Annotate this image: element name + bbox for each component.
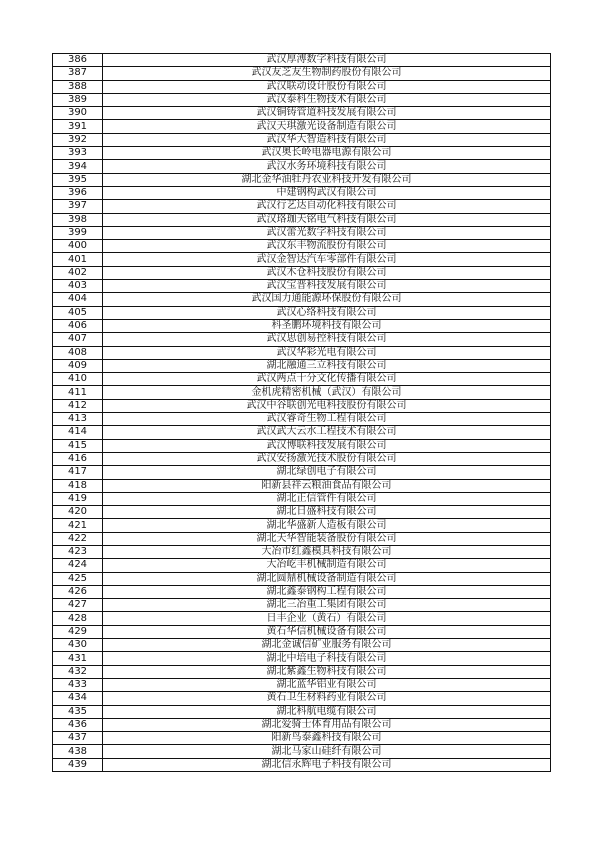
company-list-body <box>53 54 551 772</box>
table-row <box>53 439 551 452</box>
table-row <box>53 293 551 306</box>
row-number-cell: 400 <box>53 240 103 253</box>
company-name-cell: 湖北科航电缆有限公司 <box>103 705 551 718</box>
table-row <box>53 253 551 266</box>
row-number-cell: 428 <box>53 612 103 625</box>
table-row <box>53 559 551 572</box>
table-row <box>53 612 551 625</box>
row-number-cell: 409 <box>53 359 103 372</box>
row-number-cell: 417 <box>53 466 103 479</box>
table-row <box>53 745 551 758</box>
table-row <box>53 280 551 293</box>
table-row <box>53 652 551 665</box>
company-name-cell: 黄石卫生材料药业有限公司 <box>103 692 551 705</box>
row-number-cell: 416 <box>53 452 103 465</box>
table-row <box>53 373 551 386</box>
row-number-cell: 423 <box>53 545 103 558</box>
row-number-cell: 436 <box>53 718 103 731</box>
table-row <box>53 226 551 239</box>
company-name-cell: 湖北爱骑士体育用品有限公司 <box>103 718 551 731</box>
table-row <box>53 200 551 213</box>
company-name-cell: 湖北信永辉电子科技有限公司 <box>103 758 551 771</box>
row-number-cell: 403 <box>53 280 103 293</box>
table-row <box>53 718 551 731</box>
table-row <box>53 639 551 652</box>
company-name-cell: 武汉友芝友生物制药股份有限公司 <box>103 67 551 80</box>
company-name-cell: 武汉泰科生物技术有限公司 <box>103 93 551 106</box>
row-number-cell: 430 <box>53 639 103 652</box>
row-number-cell: 410 <box>53 373 103 386</box>
company-name-cell: 湖北马家山硅纤有限公司 <box>103 745 551 758</box>
row-number-cell: 431 <box>53 652 103 665</box>
company-name-cell: 武汉铜铸管道科技发展有限公司 <box>103 107 551 120</box>
company-name-cell: 湖北正信管件有限公司 <box>103 492 551 505</box>
row-number-cell: 411 <box>53 386 103 399</box>
company-name-cell: 日丰企业（黄石）有限公司 <box>103 612 551 625</box>
row-number-cell: 387 <box>53 67 103 80</box>
company-name-cell: 大冶屹丰机械制造有限公司 <box>103 559 551 572</box>
row-number-cell: 420 <box>53 506 103 519</box>
row-number-cell: 415 <box>53 439 103 452</box>
row-number-cell: 397 <box>53 200 103 213</box>
table-row <box>53 413 551 426</box>
company-name-cell: 武汉行艺达自动化科技有限公司 <box>103 200 551 213</box>
company-name-cell: 阳新鸟泰鑫科技有限公司 <box>103 732 551 745</box>
company-name-cell: 武汉睿奇生物工程有限公司 <box>103 413 551 426</box>
company-name-cell: 大冶市红鑫模具科技有限公司 <box>103 545 551 558</box>
company-name-cell: 湖北圆鼎机械设备制造有限公司 <box>103 572 551 585</box>
table-row <box>53 452 551 465</box>
table-row <box>53 93 551 106</box>
row-number-cell: 386 <box>53 54 103 67</box>
table-row <box>53 705 551 718</box>
row-number-cell: 404 <box>53 293 103 306</box>
row-number-cell: 432 <box>53 665 103 678</box>
table-row <box>53 492 551 505</box>
company-name-cell: 科圣鹏环境科技有限公司 <box>103 319 551 332</box>
company-name-cell: 武汉金智达汽车零部件有限公司 <box>103 253 551 266</box>
table-row <box>53 665 551 678</box>
table-row <box>53 678 551 691</box>
row-number-cell: 392 <box>53 133 103 146</box>
table-row <box>53 585 551 598</box>
table-row <box>53 426 551 439</box>
row-number-cell: 422 <box>53 532 103 545</box>
row-number-cell: 429 <box>53 625 103 638</box>
company-name-cell: 中建钢构武汉有限公司 <box>103 186 551 199</box>
company-name-cell: 金机虎精密机械（武汉）有限公司 <box>103 386 551 399</box>
company-name-cell: 武汉安扬激光技术股份有限公司 <box>103 452 551 465</box>
table-row <box>53 519 551 532</box>
row-number-cell: 389 <box>53 93 103 106</box>
row-number-cell: 408 <box>53 346 103 359</box>
table-row <box>53 306 551 319</box>
table-row <box>53 506 551 519</box>
row-number-cell: 426 <box>53 585 103 598</box>
company-name-cell: 湖北融通三立科技有限公司 <box>103 359 551 372</box>
table-row <box>53 386 551 399</box>
company-name-cell: 武汉厚溥数字科技有限公司 <box>103 54 551 67</box>
row-number-cell: 406 <box>53 319 103 332</box>
row-number-cell: 413 <box>53 413 103 426</box>
table-row <box>53 466 551 479</box>
company-name-cell: 湖北日盛科技有限公司 <box>103 506 551 519</box>
row-number-cell: 419 <box>53 492 103 505</box>
table-row <box>53 120 551 133</box>
company-name-cell: 阳新县祥云粮油食品有限公司 <box>103 479 551 492</box>
company-name-cell: 武汉宝普科技发展有限公司 <box>103 280 551 293</box>
company-name-cell: 武汉珞珈天铭电气科技有限公司 <box>103 213 551 226</box>
row-number-cell: 418 <box>53 479 103 492</box>
row-number-cell: 399 <box>53 226 103 239</box>
company-name-cell: 武汉中谷联创光电科技股份有限公司 <box>103 399 551 412</box>
company-name-cell: 湖北三冶重工集团有限公司 <box>103 599 551 612</box>
company-name-cell: 武汉武大云水工程技术有限公司 <box>103 426 551 439</box>
company-name-cell: 武汉蕾光数字科技有限公司 <box>103 226 551 239</box>
row-number-cell: 425 <box>53 572 103 585</box>
table-row <box>53 133 551 146</box>
row-number-cell: 414 <box>53 426 103 439</box>
table-row <box>53 758 551 771</box>
row-number-cell: 439 <box>53 758 103 771</box>
row-number-cell: 437 <box>53 732 103 745</box>
company-name-cell: 武汉国力通能源环保股份有限公司 <box>103 293 551 306</box>
table-row <box>53 399 551 412</box>
table-row <box>53 160 551 173</box>
company-name-cell: 湖北天华智能装备股份有限公司 <box>103 532 551 545</box>
company-name-cell: 湖北华盛新人造板有限公司 <box>103 519 551 532</box>
company-name-cell: 武汉联动设计股份有限公司 <box>103 80 551 93</box>
company-name-cell: 武汉奥长岭电器电源有限公司 <box>103 147 551 160</box>
row-number-cell: 393 <box>53 147 103 160</box>
row-number-cell: 438 <box>53 745 103 758</box>
table-row <box>53 599 551 612</box>
table-row <box>53 479 551 492</box>
company-name-cell: 武汉东丰物流股份有限公司 <box>103 240 551 253</box>
table-row <box>53 333 551 346</box>
row-number-cell: 395 <box>53 173 103 186</box>
table-row <box>53 80 551 93</box>
table-row <box>53 173 551 186</box>
company-name-cell: 黄石华信机械设备有限公司 <box>103 625 551 638</box>
row-number-cell: 388 <box>53 80 103 93</box>
row-number-cell: 433 <box>53 678 103 691</box>
table-row <box>53 346 551 359</box>
table-row <box>53 319 551 332</box>
company-name-cell: 湖北鑫泰钢构工程有限公司 <box>103 585 551 598</box>
row-number-cell: 424 <box>53 559 103 572</box>
row-number-cell: 412 <box>53 399 103 412</box>
table-row <box>53 625 551 638</box>
table-row <box>53 545 551 558</box>
table-row <box>53 147 551 160</box>
company-name-cell: 武汉华大智造科技有限公司 <box>103 133 551 146</box>
company-name-cell: 湖北蓝华铝业有限公司 <box>103 678 551 691</box>
row-number-cell: 390 <box>53 107 103 120</box>
table-row <box>53 67 551 80</box>
table-row <box>53 240 551 253</box>
row-number-cell: 402 <box>53 266 103 279</box>
company-name-cell: 武汉木仓科技股份有限公司 <box>103 266 551 279</box>
company-name-cell: 武汉博联科技发展有限公司 <box>103 439 551 452</box>
table-row <box>53 359 551 372</box>
row-number-cell: 421 <box>53 519 103 532</box>
company-name-cell: 湖北中培电子科技有限公司 <box>103 652 551 665</box>
row-number-cell: 394 <box>53 160 103 173</box>
row-number-cell: 407 <box>53 333 103 346</box>
table-row <box>53 572 551 585</box>
row-number-cell: 434 <box>53 692 103 705</box>
company-list-table <box>52 53 551 772</box>
row-number-cell: 435 <box>53 705 103 718</box>
company-name-cell: 湖北金诚信矿业服务有限公司 <box>103 639 551 652</box>
table-row <box>53 692 551 705</box>
row-number-cell: 396 <box>53 186 103 199</box>
company-name-cell: 湖北金华油牡丹农业科技开发有限公司 <box>103 173 551 186</box>
company-name-cell: 武汉心络科技有限公司 <box>103 306 551 319</box>
company-name-cell: 湖北紫鑫生物科技有限公司 <box>103 665 551 678</box>
company-name-cell: 武汉华彩光电有限公司 <box>103 346 551 359</box>
table-row <box>53 213 551 226</box>
table-row <box>53 107 551 120</box>
company-name-cell: 武汉两点十分文化传播有限公司 <box>103 373 551 386</box>
company-name-cell: 武汉思创易控科技有限公司 <box>103 333 551 346</box>
row-number-cell: 401 <box>53 253 103 266</box>
row-number-cell: 405 <box>53 306 103 319</box>
table-row <box>53 732 551 745</box>
table-row <box>53 532 551 545</box>
company-name-cell: 武汉水务环境科技有限公司 <box>103 160 551 173</box>
company-name-cell: 湖北绿创电子有限公司 <box>103 466 551 479</box>
row-number-cell: 391 <box>53 120 103 133</box>
table-row <box>53 54 551 67</box>
company-name-cell: 武汉天琪激光设备制造有限公司 <box>103 120 551 133</box>
row-number-cell: 398 <box>53 213 103 226</box>
table-row <box>53 266 551 279</box>
row-number-cell: 427 <box>53 599 103 612</box>
table-row <box>53 186 551 199</box>
